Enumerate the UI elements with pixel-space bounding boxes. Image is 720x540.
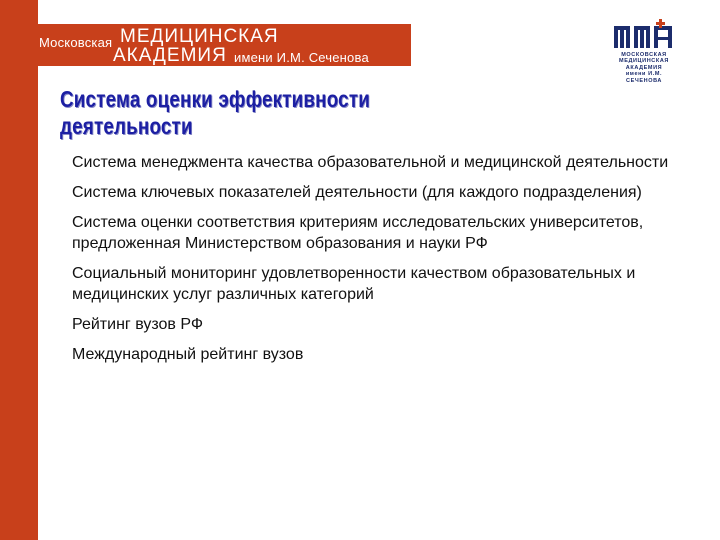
mma-logo <box>612 18 676 88</box>
logo-caption-line: имени И.М. СЕЧЕНОВА <box>625 71 663 84</box>
logo-caption-line: МЕДИЦИНСКАЯ <box>619 58 669 65</box>
header-banner <box>33 24 411 66</box>
logo-caption <box>612 52 676 84</box>
banner-text-meditsinskaya: МЕДИЦИНСКАЯ <box>120 26 279 47</box>
list-item: Международный рейтинг вузов <box>72 346 304 363</box>
banner-text-akademiya: АКАДЕМИЯ <box>113 45 227 66</box>
list-item: Система оценки соответствия критериям исследовательских университетов, предложенная Министерством образования и науки РФ <box>72 214 644 252</box>
logo-caption-line: МОСКОВСКАЯ <box>621 52 667 58</box>
list-item: Система менеджмента качества образовательной и медицинской деятельности <box>72 154 669 171</box>
bullet-list <box>72 152 692 374</box>
mma-logo-icon <box>612 18 676 50</box>
banner-text-moskovskaya: Московская <box>39 35 113 50</box>
list-item: Система ключевых показателей деятельности (для каждого подразделения) <box>72 184 642 201</box>
banner-text-imeni: имени И.М. Сеченова <box>234 50 369 65</box>
left-accent-bar <box>0 0 38 540</box>
slide-title: Система оценки эффективности деятельности <box>60 86 370 139</box>
logo-caption-line: АКАДЕМИЯ <box>625 64 663 71</box>
list-item: Социальный мониторинг удовлетворенности качеством образовательных и медицинских услуг различных категорий <box>72 265 636 303</box>
list-item: Рейтинг вузов РФ <box>72 316 203 333</box>
